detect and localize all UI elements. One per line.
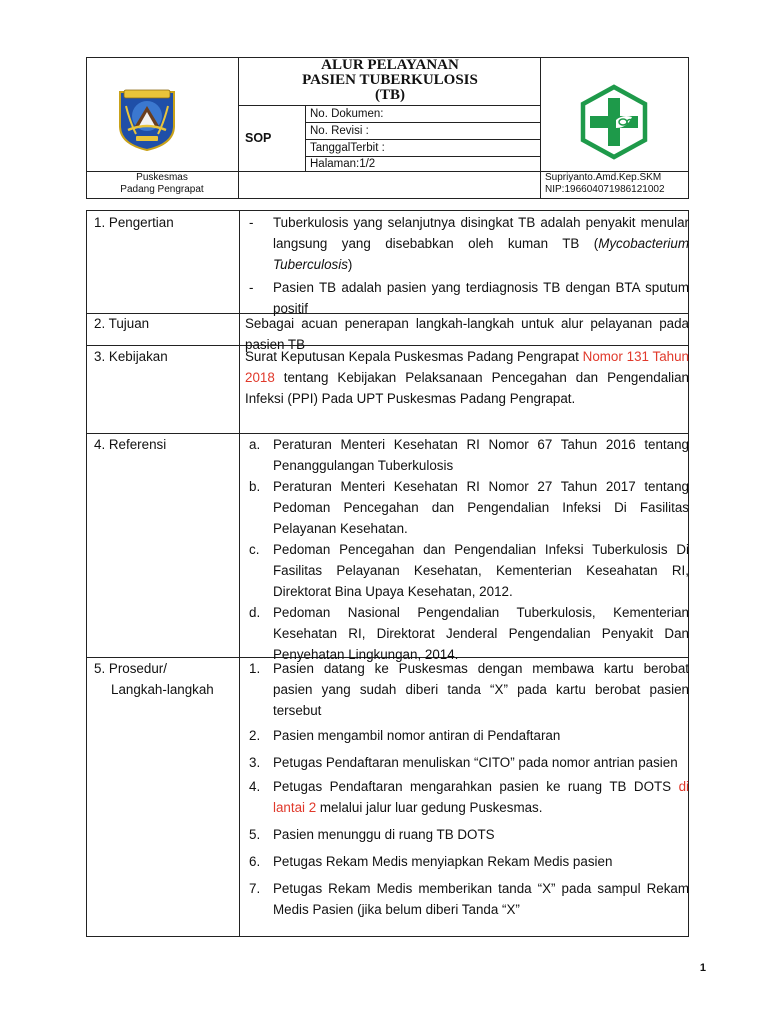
list-item: - Pasien TB adalah pasien yang terdiagnosis TB dengan BTA sputum positif [249, 280, 689, 316]
sop-label: SOP [245, 131, 272, 145]
policy-number: Nomor 131 Tahun 2018 [245, 349, 689, 385]
page-count: Halaman:1/2 [310, 158, 376, 170]
regional-emblem-logo [114, 86, 180, 152]
section-label-referensi: 4. Referensi [94, 437, 167, 452]
list-item: a. Peraturan Menteri Kesehatan RI Nomor 67 Tahun 2016 tentang Penanggulangan Tuberkulosis [249, 437, 689, 473]
section-label-tujuan: 2. Tujuan [94, 316, 150, 331]
list-item: 2. Pasien mengambil nomor antiran di Pendaftaran [249, 728, 561, 743]
issue-date: TanggalTerbit : [310, 142, 385, 154]
puskesmas-logo [579, 84, 649, 160]
section-content-kebijakan: Surat Keputusan Kepala Puskesmas Padang Pengrapat Nomor 131 Tahun 2018 tentang Kebijakan Pelaksanaan Pencegahan dan Pengendalian Infeksi (PPI) Pada UPT Puskesmas Padang Pengrapat. [245, 349, 689, 406]
organization-name: Puskesmas Padang Pengrapat [120, 172, 204, 195]
list-item: 5. Pasien menunggu di ruang TB DOTS [249, 827, 495, 842]
doc-number: No. Dokumen: [310, 108, 384, 120]
section-content-tujuan: Sebagai acuan penerapan langkah-langkah untuk alur pelayanan pada pasien TB [245, 316, 689, 352]
list-item: 7. Petugas Rekam Medis memberikan tanda “X” pada sampul Rekam Medis Pasien (jika belum diberi Tanda “X” [249, 881, 689, 917]
section-content-referensi [245, 434, 689, 665]
section-label-prosedur: 5. Prosedur/ Langkah-langkah [94, 661, 214, 697]
section-label-kebijakan: 3. Kebijakan [94, 349, 168, 364]
section-content-prosedur [245, 658, 689, 920]
floor-location: di lantai 2 [273, 779, 689, 815]
list-item: 1. Pasien datang ke Puskesmas dengan membawa kartu berobat pasien yang sudah diberi tanda “X” pada kartu berobat pasien tersebut [249, 661, 689, 718]
list-item: b. Peraturan Menteri Kesehatan RI Nomor 27 Tahun 2017 tentang Pedoman Pencegahan dan Pengendalian Infeksi Di Fasilitas Pelayanan Kesehatan. [249, 479, 689, 536]
section-label-pengertian: 1. Pengertian [94, 215, 174, 230]
list-item: 4. Petugas Pendaftaran mengarahkan pasien ke ruang TB DOTS di lantai 2 melalui jalur luar gedung Puskesmas. [249, 779, 689, 815]
list-item: - Tuberkulosis yang selanjutnya disingkat TB adalah penyakit menular langsung yang disebabkan oleh kuman TB (Mycobacterium Tuberculosis) [249, 215, 689, 272]
section-content-pengertian [245, 212, 689, 319]
list-item: 3. Petugas Pendaftaran menuliskan “CITO” pada nomor antrian pasien [249, 755, 678, 770]
document-title: ALUR PELAYANAN PASIEN TUBERKULOSIS (TB) [302, 57, 478, 103]
revision-number: No. Revisi : [310, 125, 369, 137]
list-item: c. Pedoman Pencegahan dan Pengendalian Infeksi Tuberkulosis Di Fasilitas Pelayanan Kesehatan, Kementerian Keseahatan RI, Direktorat Bina Upaya Kesehatan, 2012. [249, 542, 689, 599]
page-number: 1 [699, 962, 706, 974]
list-item: d. Pedoman Nasional Pengendalian Tuberkulosis, Kementerian Kesehatan RI, Direktorat Jenderal Pengendalian Penyakit Dan Penyehatan Lingkungan, 2014. [249, 605, 689, 662]
signer-info: Supriyanto.Amd.Kep.SKM NIP:196604071986121002 [545, 172, 665, 195]
list-item: 6. Petugas Rekam Medis menyiapkan Rekam Medis pasien [249, 854, 613, 869]
